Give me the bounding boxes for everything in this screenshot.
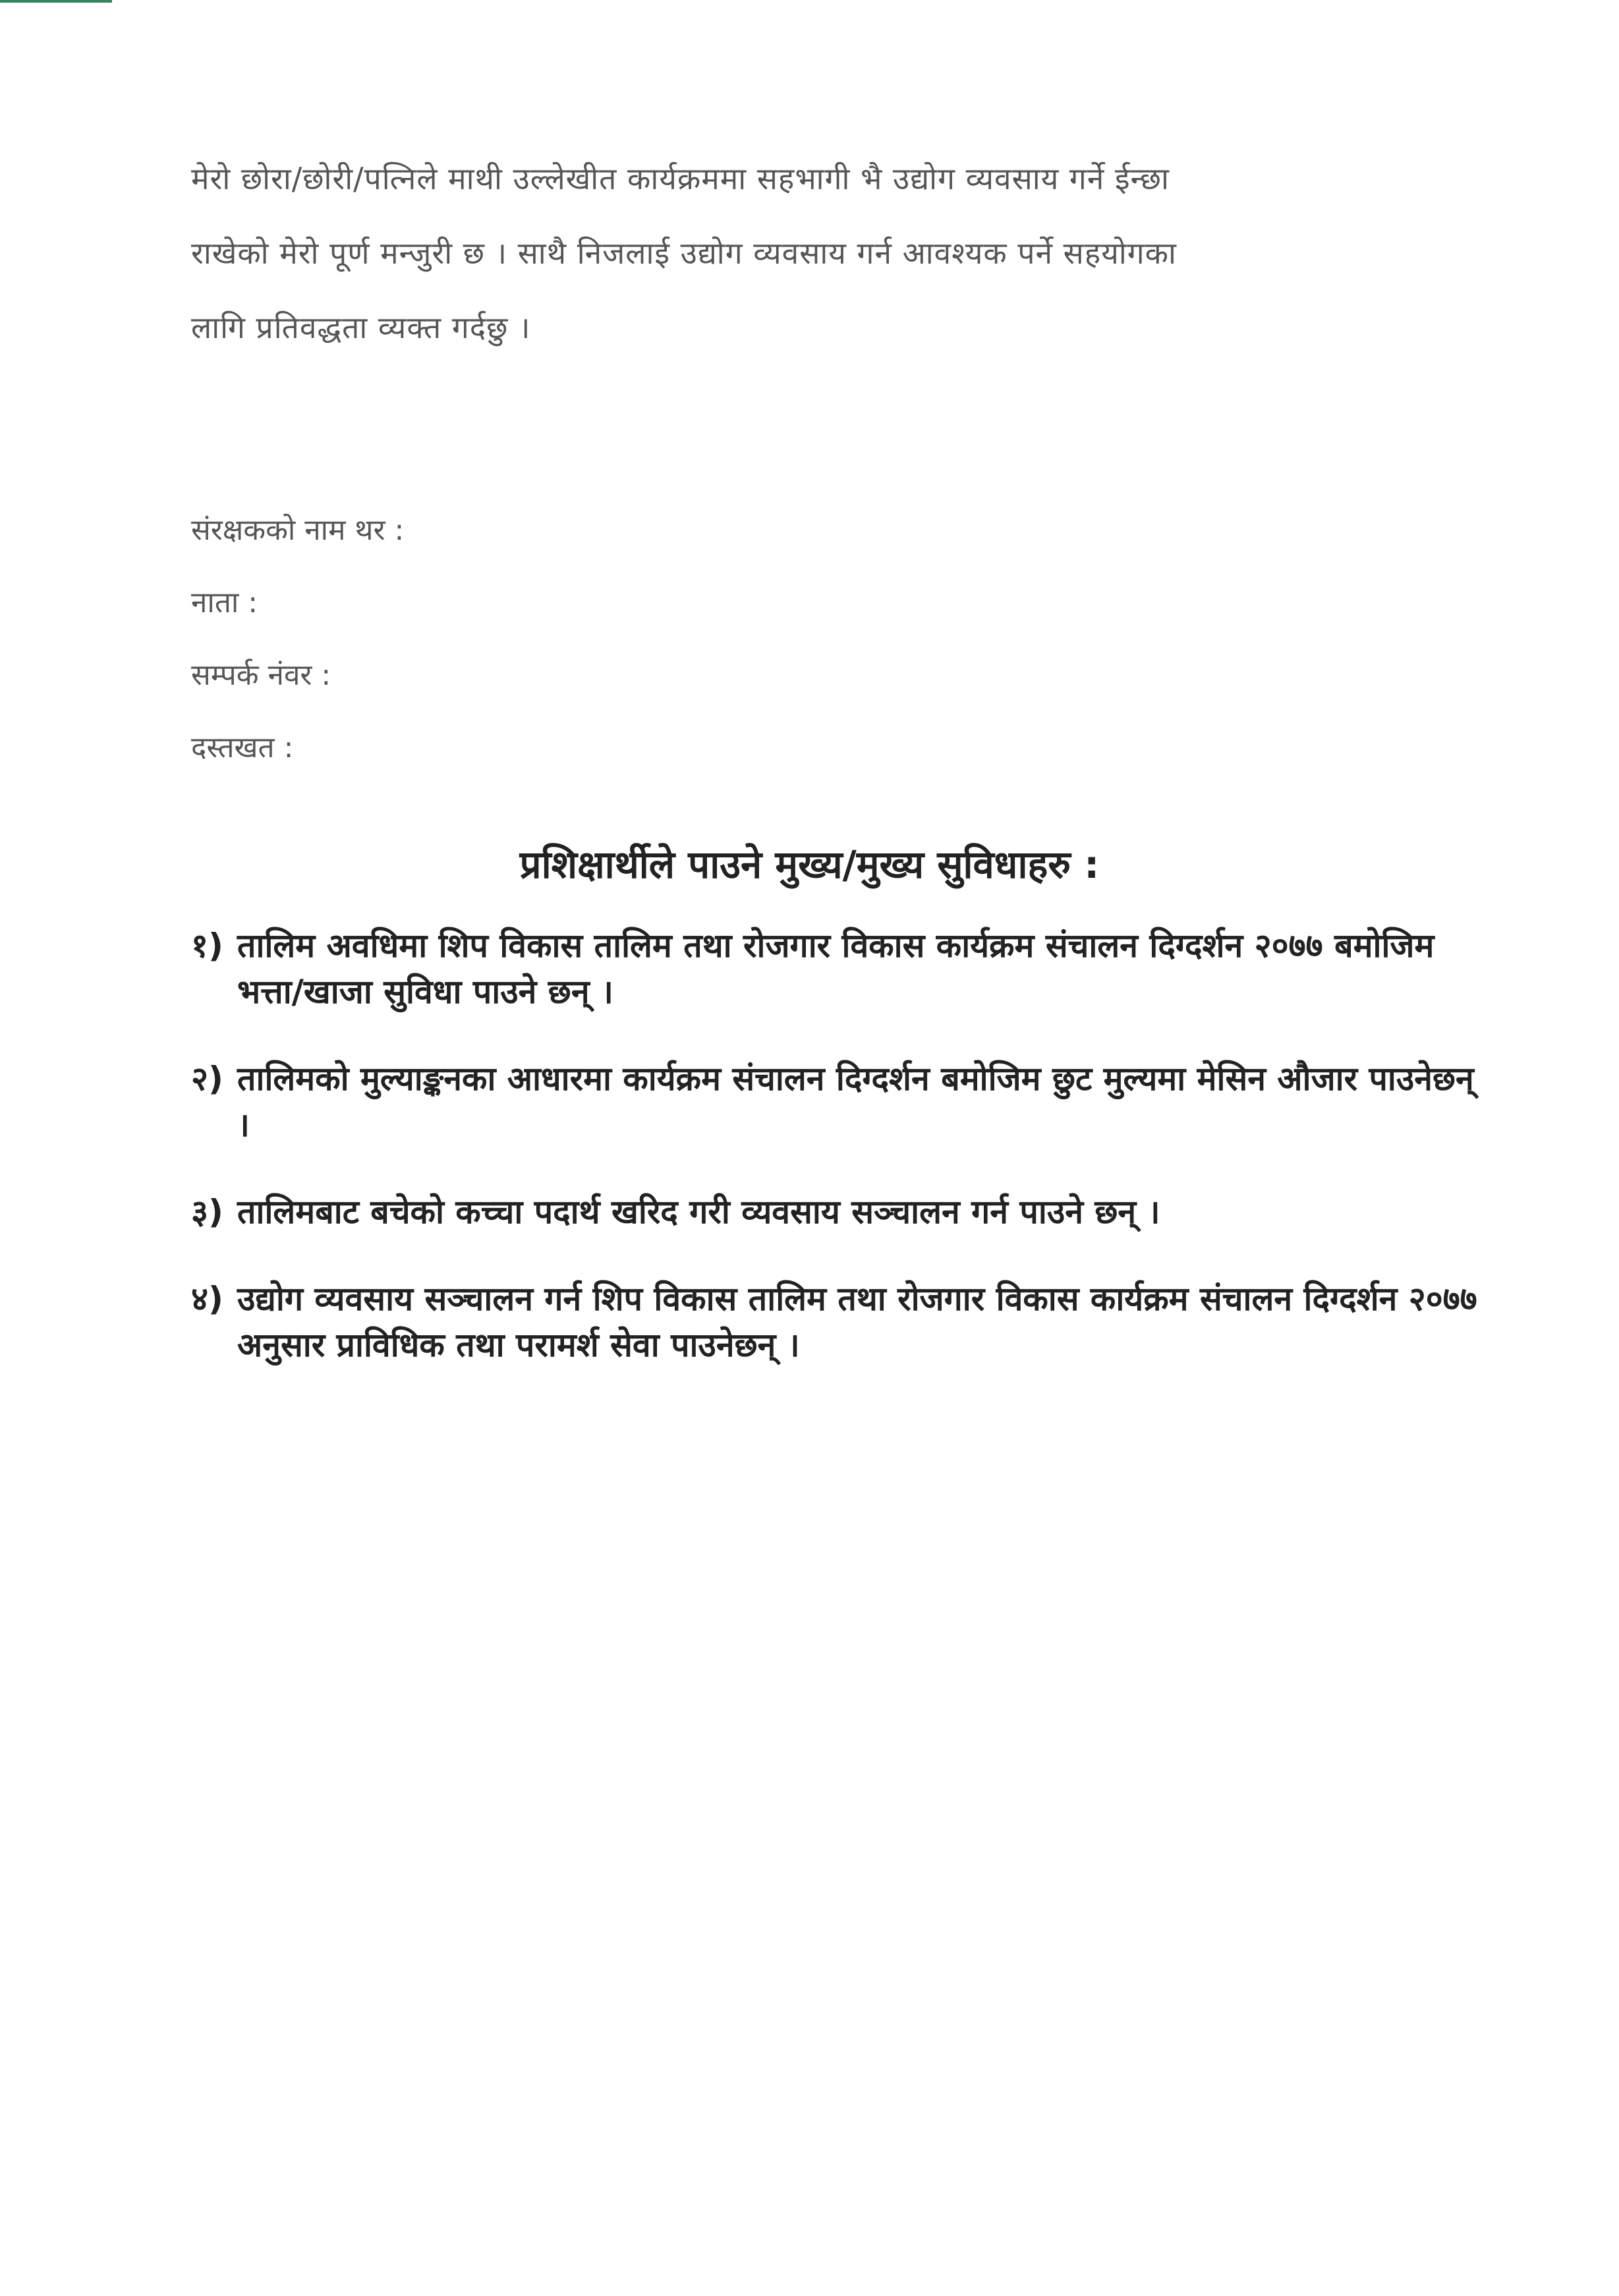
benefits-list [191,923,1483,1409]
guardian-name-field: संरक्षकको नाम थर : [191,513,405,547]
scan-edge-mark [0,0,112,3]
benefit-text: तालिमबाट बचेको कच्चा पदार्थ खरिद गरी व्यवसाय सञ्चालन गर्न पाउने छन् । [237,1193,1160,1231]
signature-field: दस्तखत : [191,731,294,764]
benefit-text: उद्योग व्यवसाय सञ्चालन गर्न शिप विकास तालिम तथा रोजगार विकास कार्यक्रम संचालन दिग्दर्शन २०७७ अनुसार प्राविधिक तथा परामर्श सेवा पाउनेछन् । [237,1280,1477,1364]
benefits-heading: प्रशिक्षार्थीले पाउने मुख्य/मुख्य सुविधाहरु : [519,842,1100,887]
benefit-item [191,1056,1483,1148]
benefit-text: तालिमको मुल्याङ्कनका आधारमा कार्यक्रम संचालन दिग्दर्शन बमोजिम छुट मुल्यमा मेसिन औजार पाउनेछन् । [237,1060,1474,1144]
guardian-fields [191,511,404,801]
consent-line: राखेको मेरो पूर्ण मन्जुरी छ । साथै निजलाई उद्योग व्यवसाय गर्न आवश्यक पर्ने सहयोगका [191,235,1177,271]
consent-paragraph [191,142,1443,365]
consent-line: मेरो छोरा/छोरी/पत्निले माथी उल्लेखीत कार्यक्रममा सहभागी भै उद्योग व्यवसाय गर्ने ईन्छा [191,161,1170,196]
consent-line: लागि प्रतिवद्धता व्यक्त गर्दछु । [191,310,531,345]
benefit-number: २) [191,1060,223,1098]
benefit-item [191,923,1483,1015]
relation-field: नाता : [191,586,258,619]
benefit-number: १) [191,927,223,965]
benefit-item [191,1189,1483,1235]
benefit-item [191,1276,1483,1368]
benefit-number: ४) [191,1280,223,1318]
benefit-number: ३) [191,1193,223,1231]
contact-number-field: सम्पर्क नंवर : [191,658,331,692]
benefit-text: तालिम अवधिमा शिप विकास तालिम तथा रोजगार विकास कार्यक्रम संचालन दिग्दर्शन २०७७ बमोजिम भत्ता/खाजा सुविधा पाउने छन् । [237,927,1434,1011]
